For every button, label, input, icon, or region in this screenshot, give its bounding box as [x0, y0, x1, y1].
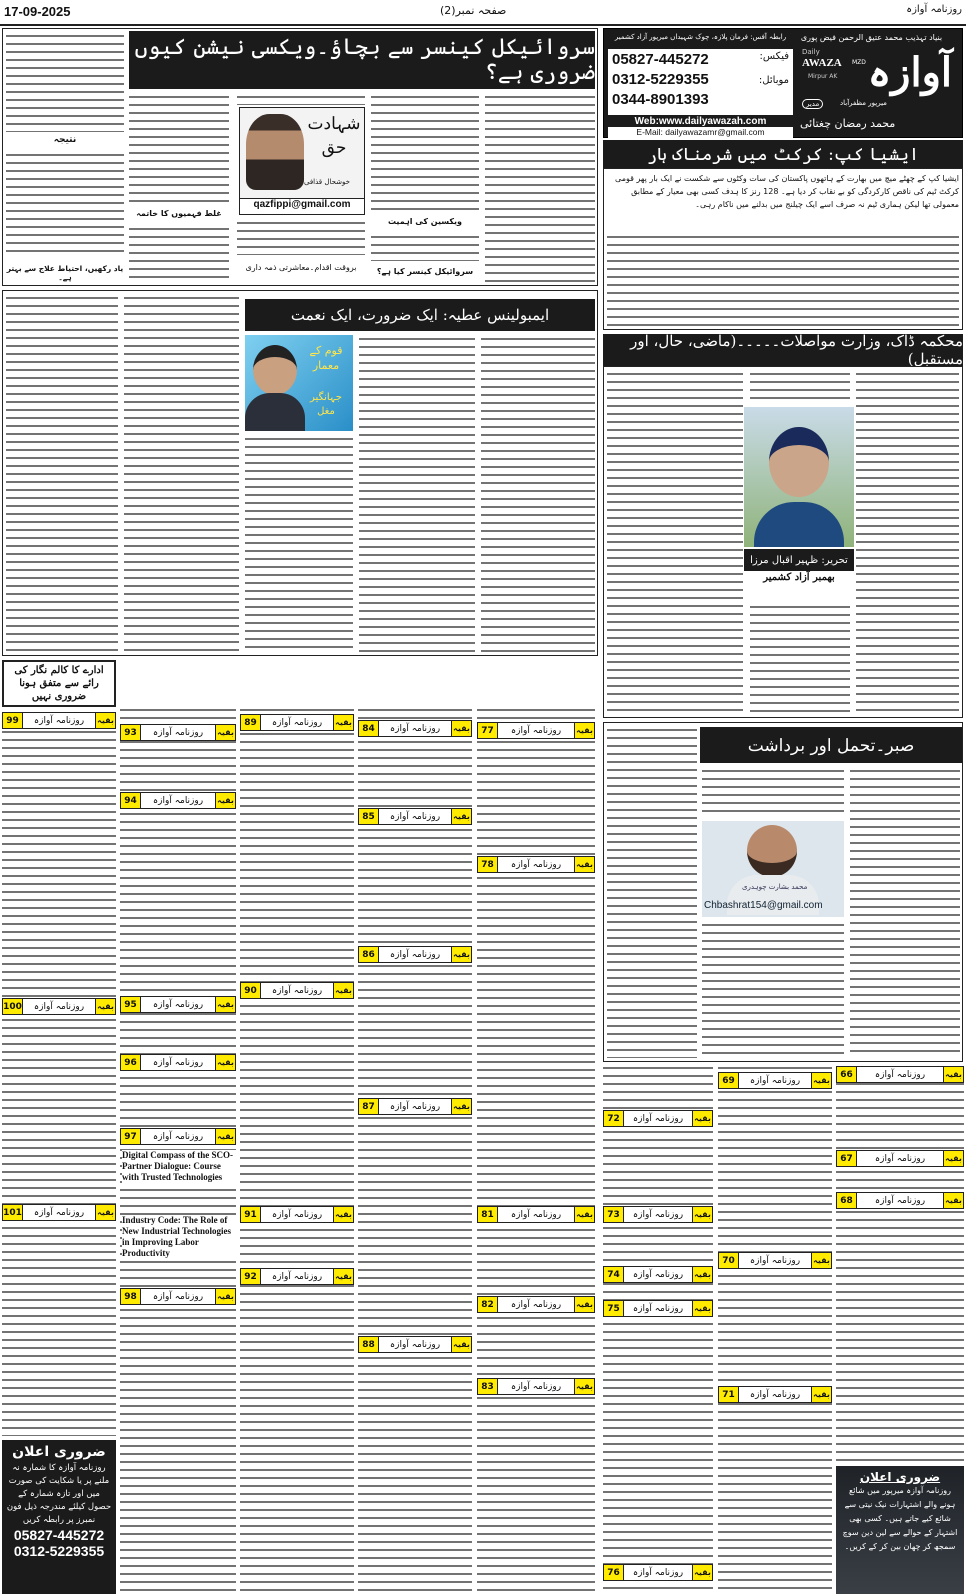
page-number: صفحہ نمبر(2) [440, 4, 507, 17]
article-text [6, 294, 118, 652]
baqia-paper: روزنامہ آوازہ [271, 1271, 323, 1282]
baqia-number: 94 [121, 793, 141, 808]
baqia-paper: روزنامہ آوازہ [152, 1291, 204, 1302]
continuation-label [603, 1206, 713, 1223]
baqia-tag: بقیہ [451, 721, 471, 736]
continuation-label [120, 1128, 236, 1145]
baqia-paper: روزنامہ آوازہ [152, 999, 204, 1010]
baqia-tag: بقیہ [943, 1151, 963, 1166]
continuation-label [718, 1252, 832, 1269]
continuation-label [477, 722, 595, 739]
mzd-label: MZD [852, 59, 866, 66]
baqia-tag: بقیہ [333, 983, 353, 998]
baqia-tag: بقیہ [692, 1301, 712, 1316]
english-article-title-1: Digital Compass of the SCO-Partner Dialogue: Course with Trusted Technologies [122, 1150, 236, 1183]
notice-left [2, 1440, 116, 1594]
continuation-label [477, 1378, 595, 1395]
column-name: شہادت حق [307, 114, 361, 158]
baqia-number: 74 [604, 1267, 624, 1282]
subheading: نتیجہ [53, 135, 77, 145]
continuation-label [603, 1266, 713, 1283]
baqia-number: 96 [121, 1055, 141, 1070]
baqia-paper: روزنامہ آوازہ [874, 1195, 926, 1206]
baqia-tag: بقیہ [574, 857, 594, 872]
baqia-tag: بقیہ [95, 713, 115, 728]
continuation-label [2, 712, 116, 729]
continuation-label [477, 1296, 595, 1313]
ambulance-article [2, 290, 598, 656]
date: 17-09-2025 [4, 4, 71, 19]
baqia-tag: بقیہ [451, 947, 471, 962]
baqia-tag: بقیہ [333, 715, 353, 730]
article-text [856, 370, 959, 714]
baqia-paper: روزنامہ آوازہ [874, 1069, 926, 1080]
continuation-label [603, 1110, 713, 1127]
article-text [129, 93, 229, 205]
baqia-paper: روزنامہ آوازہ [33, 1001, 85, 1012]
baqia-tag: بقیہ [692, 1111, 712, 1126]
baqia-number: 72 [604, 1111, 624, 1126]
article-text [237, 219, 365, 255]
postal-headline: محکمہ ڈاک، وزارت مواصلات۔۔۔۔۔(ماضی، حال، اور مستقبل) [603, 334, 963, 366]
article-text [607, 726, 697, 1058]
lead-headline: سروائیکل کینسر سے بچاؤ۔ویکسی نیشن کیوں ضروری ہے؟ [129, 31, 595, 89]
baqia-number: 66 [837, 1067, 857, 1082]
notice-body: روزنامہ آوازہ کا شمارہ نہ ملنے پر یا شکایت کی صورت میں اور تازہ شمارہ کے حصول کیلئے مندرجہ ذیل فون نمبرز پر رابطہ کریں [6, 1463, 112, 1525]
baqia-number: 69 [719, 1073, 739, 1088]
disclaimer-box: ادارے کا کالم نگار کی رائے سے متفق ہونا ضروری نہیں [2, 660, 116, 707]
baqia-number: 90 [241, 983, 261, 998]
baqia-tag: بقیہ [215, 997, 235, 1012]
baqia-number: 88 [359, 1337, 379, 1352]
website-link[interactable]: Web:www.dailyawazah.com [634, 116, 767, 127]
baqia-tag: بقیہ [333, 1207, 353, 1222]
notice-title: ضروری اعلان [859, 1470, 941, 1484]
postal-byline: تحریر: ظہیر اقبال مرزا [744, 549, 854, 571]
office-line: رابطہ آفس: فرمان پلازہ، چوک شہیداں میرپور آزاد کشمیر [614, 33, 787, 41]
continuation-label [358, 946, 472, 963]
baqia-number: 87 [359, 1099, 379, 1114]
baqia-paper: روزنامہ آوازہ [389, 811, 441, 822]
baqia-tag: بقیہ [811, 1073, 831, 1088]
subheading: غلط فہمیوں کا خاتمہ [129, 209, 229, 218]
baqia-tag: بقیہ [811, 1387, 831, 1402]
baqia-paper: روزنامہ آوازہ [632, 1209, 684, 1220]
baqia-tag: بقیہ [574, 723, 594, 738]
baqia-number: 91 [241, 1207, 261, 1222]
baqia-tag: بقیہ [943, 1067, 963, 1082]
baqia-paper: روزنامہ آوازہ [632, 1303, 684, 1314]
article-text [718, 1064, 832, 1592]
baqia-paper: روزنامہ آوازہ [152, 795, 204, 806]
author-photo [744, 407, 854, 547]
baqia-paper: روزنامہ آوازہ [632, 1269, 684, 1280]
continuation-label [240, 714, 354, 731]
baqia-tag: بقیہ [574, 1297, 594, 1312]
continuation-label [240, 1268, 354, 1285]
sabr-headline: صبر۔تحمل اور برداشت [700, 727, 962, 763]
column-name: قوم کے معمار [309, 344, 343, 372]
logo: آوازہ [867, 49, 952, 96]
baqia-paper: روزنامہ آوازہ [510, 859, 562, 870]
divider [0, 24, 966, 26]
article-text [240, 706, 354, 1592]
editor-name: محمد رمضان چغتائی [800, 117, 896, 130]
baqia-number: 76 [604, 1565, 624, 1580]
continuation-label [836, 1150, 964, 1167]
baqia-paper: روزنامہ آوازہ [874, 1153, 926, 1164]
baqia-number: 85 [359, 809, 379, 824]
awaza-label: AWAZA [802, 57, 842, 69]
lead-article [2, 28, 598, 286]
article-text [836, 1064, 964, 1462]
baqia-paper: روزنامہ آوازہ [271, 1209, 323, 1220]
baqia-tag: بقیہ [811, 1253, 831, 1268]
continuation-label [358, 720, 472, 737]
article-text [359, 335, 475, 652]
baqia-tag: بقیہ [451, 1099, 471, 1114]
mobile-number-2: 0344-8901393 [612, 91, 709, 108]
article-text [245, 435, 353, 652]
contact-box [608, 49, 793, 115]
baqia-paper: روزنامہ آوازہ [271, 717, 323, 728]
asia-cup-headline: ایشیا کپ: کرکٹ میں شرمناک ہار [603, 140, 963, 168]
continuation-label [2, 998, 116, 1015]
baqia-number: 100 [3, 999, 23, 1014]
article-text [750, 603, 850, 714]
baqia-paper: روزنامہ آوازہ [389, 1101, 441, 1112]
baqia-tag: بقیہ [95, 999, 115, 1014]
article-text [702, 921, 844, 1058]
article-text [850, 767, 960, 1058]
article-text [750, 370, 850, 404]
author-photo [702, 821, 844, 917]
continuation-label [120, 1288, 236, 1305]
continuation-label [120, 1054, 236, 1071]
baqia-paper: روزنامہ آوازہ [152, 727, 204, 738]
fax-label: فیکس: [759, 51, 789, 62]
continuation-label [603, 1564, 713, 1581]
baqia-paper: روزنامہ آوازہ [389, 949, 441, 960]
baqia-number: 71 [719, 1387, 739, 1402]
baqia-tag: بقیہ [95, 1205, 115, 1220]
article-text [237, 93, 365, 105]
author-email: Chbashrat154@gmail.com [704, 900, 823, 911]
baqia-paper: روزنامہ آوازہ [33, 715, 85, 726]
baqia-paper: روزنامہ آوازہ [510, 725, 562, 736]
baqia-tag: بقیہ [451, 809, 471, 824]
continuation-label [358, 808, 472, 825]
continuation-label [603, 1300, 713, 1317]
baqia-paper: روزنامہ آوازہ [749, 1075, 801, 1086]
baqia-tag: بقیہ [692, 1207, 712, 1222]
continuation-label [477, 1206, 595, 1223]
baqia-number: 101 [3, 1205, 23, 1220]
postal-article [603, 366, 963, 718]
baqia-number: 97 [121, 1129, 141, 1144]
baqia-tag: بقیہ [215, 1289, 235, 1304]
closing-line: یاد رکھیں، احتیاط علاج سے بہتر ہے۔ [6, 264, 124, 282]
notice-body: روزنامہ آوازہ میرپور میں شائع ہونے والے اشتہارات نیک نیتی سے شائع کیے جاتے ہیں۔ کسی بھی اشتہار کے حوالے سے لین دین سوچ سمجھ کر چھان بین کر کے کریں۔ [842, 1486, 958, 1551]
baqia-tag: بقیہ [692, 1267, 712, 1282]
baqia-paper: روزنامہ آوازہ [632, 1567, 684, 1578]
continuation-label [240, 1206, 354, 1223]
baqia-paper: روزنامہ آوازہ [749, 1389, 801, 1400]
baqia-paper: روزنامہ آوازہ [510, 1381, 562, 1392]
notice-phone-1: 05827-445272 [13, 1527, 105, 1543]
baqia-tag: بقیہ [215, 725, 235, 740]
author-name: خوشحال قذافی [304, 178, 350, 186]
baqia-tag: بقیہ [692, 1565, 712, 1580]
baqia-paper: روزنامہ آوازہ [389, 723, 441, 734]
daily-label: Daily [802, 48, 820, 56]
editor-label: مدیر [802, 99, 823, 109]
baqia-number: 77 [478, 723, 498, 738]
baqia-tag: بقیہ [451, 1337, 471, 1352]
continuation-label [718, 1386, 832, 1403]
article-text [129, 225, 229, 282]
english-article-title-2: Industry Code: The Role of New Industrial Technologies in Improving Labor Productivity [122, 1215, 236, 1259]
baqia-number: 84 [359, 721, 379, 736]
baqia-tag: بقیہ [943, 1193, 963, 1208]
baqia-number: 70 [719, 1253, 739, 1268]
baqia-number: 86 [359, 947, 379, 962]
baqia-tag: بقیہ [333, 1269, 353, 1284]
baqia-paper: روزنامہ آوازہ [152, 1131, 204, 1142]
mirpur-label: Mirpur AK [808, 73, 838, 80]
mobile-label: موبائل: [758, 75, 789, 86]
article-text [371, 93, 479, 213]
baqia-number: 98 [121, 1289, 141, 1304]
baqia-number: 73 [604, 1207, 624, 1222]
baqia-number: 78 [478, 857, 498, 872]
continuation-label [120, 724, 236, 741]
baqia-paper: روزنامہ آوازہ [33, 1207, 85, 1218]
article-text [603, 1064, 713, 1592]
baqia-number: 99 [3, 713, 23, 728]
article-text [6, 151, 124, 255]
postal-place: بھمبر آزاد کشمیر [763, 572, 835, 583]
fax-number: 05827-445272 [612, 51, 709, 68]
asia-cup-text: ایشیا کپ کے چھٹے میچ میں بھارت کے ہاتھوں پاکستان کی سات وکٹوں سے شکست نے ایک بار پھر قومی کرکٹ ٹیم کی ناقص کارکردگی کو بے نقاب کر دیا ہے۔ 128 رنز کا ہدف کسی بھی معیار کے مطابق معمولی تھا لیکن ہماری ٹیم نہ صرف اسے ایک چیلنج میں بدلنے میں ناکام رہی۔ [607, 172, 959, 211]
article-text [124, 294, 239, 652]
article-text [358, 706, 472, 1592]
notice-title: ضروری اعلان [12, 1444, 106, 1460]
article-text [702, 767, 844, 817]
email-link[interactable]: E-Mail: dailyawazamr@gmail.com [608, 127, 793, 138]
mobile-number-1: 0312-5229355 [612, 71, 709, 88]
baqia-number: 82 [478, 1297, 498, 1312]
subheading: سروائیکل کینسر کیا ہے؟ [376, 267, 474, 276]
column-logo [245, 335, 353, 431]
article-text [6, 32, 124, 132]
baqia-tag: بقیہ [574, 1207, 594, 1222]
article-text [485, 93, 595, 282]
baqia-tag: بقیہ [215, 1129, 235, 1144]
continuation-label [836, 1066, 964, 1083]
article-text [481, 335, 595, 652]
baqia-number: 83 [478, 1379, 498, 1394]
subheading: بروقت اقدام۔معاشرتی ذمہ داری [245, 263, 357, 272]
baqia-tag: بقیہ [215, 1055, 235, 1070]
continuation-label [120, 792, 236, 809]
baqia-paper: روزنامہ آوازہ [749, 1255, 801, 1266]
author-name: محمد بشارت چوہدری [742, 883, 808, 891]
continuation-label [358, 1336, 472, 1353]
baqia-tag: بقیہ [574, 1379, 594, 1394]
ambulance-headline: ایمبولینس عطیہ: ایک ضرورت، ایک نعمت [245, 299, 595, 331]
article-text [477, 706, 595, 1592]
baqia-tag: بقیہ [215, 793, 235, 808]
paper-name: روزنامہ آوازہ [906, 4, 962, 15]
baqia-number: 67 [837, 1151, 857, 1166]
continuation-label [477, 856, 595, 873]
baqia-number: 68 [837, 1193, 857, 1208]
baqia-paper: روزنامہ آوازہ [271, 985, 323, 996]
author-name: جہانگیر مغل [310, 392, 342, 417]
asia-cup-article [603, 168, 963, 330]
baqia-number: 89 [241, 715, 261, 730]
baqia-number: 95 [121, 997, 141, 1012]
founder-line: بنیاد تہذیب محمد عتیق الرحمن فیض پوری [800, 33, 943, 42]
baqia-paper: روزنامہ آوازہ [632, 1113, 684, 1124]
article-text [2, 712, 116, 1436]
postal-caption [744, 549, 854, 584]
column-logo [239, 107, 365, 215]
masthead [603, 28, 963, 138]
sabr-article [603, 722, 963, 1062]
baqia-paper: روزنامہ آوازہ [510, 1299, 562, 1310]
notice-right [836, 1466, 964, 1594]
baqia-number: 75 [604, 1301, 624, 1316]
continuation-label [718, 1072, 832, 1089]
baqia-paper: روزنامہ آوازہ [510, 1209, 562, 1220]
continuation-label [240, 982, 354, 999]
baqia-paper: روزنامہ آوازہ [389, 1339, 441, 1350]
article-text [120, 706, 236, 1592]
baqia-paper: روزنامہ آوازہ [152, 1057, 204, 1068]
continuation-label [120, 996, 236, 1013]
author-email: qazfippi@gmail.com [240, 198, 364, 214]
continuation-label [358, 1098, 472, 1115]
article-text [371, 233, 479, 261]
subheading: ویکسین کی اہمیت [387, 217, 463, 226]
article-text [607, 370, 743, 714]
baqia-number: 93 [121, 725, 141, 740]
notice-phone-2: 0312-5229355 [13, 1543, 105, 1559]
city-label: میرپور مظفرآباد [840, 99, 887, 107]
article-text [607, 233, 959, 326]
baqia-number: 81 [478, 1207, 498, 1222]
baqia-number: 92 [241, 1269, 261, 1284]
continuation-label [836, 1192, 964, 1209]
continuation-label [2, 1204, 116, 1221]
